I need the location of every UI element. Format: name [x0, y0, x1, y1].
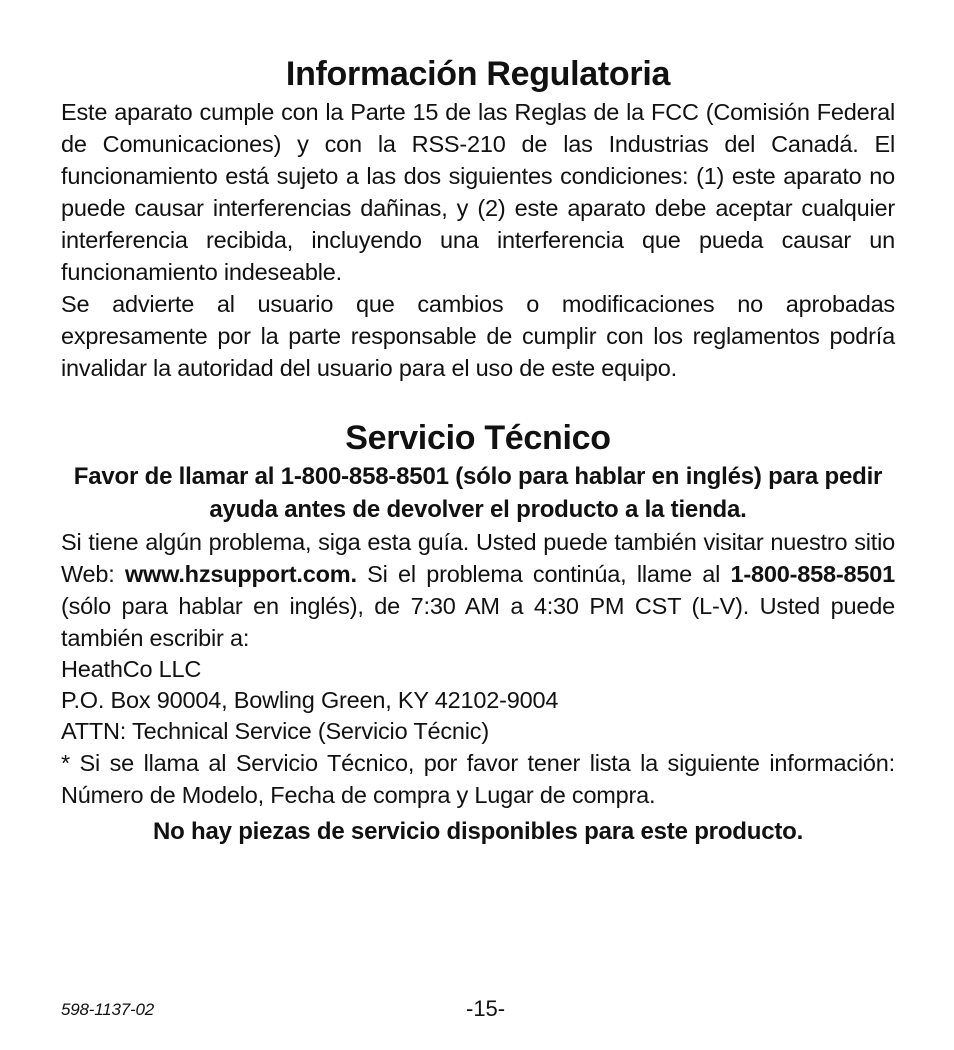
service-title: Servicio Técnico: [345, 419, 611, 457]
address-line-company: HeathCo LLC: [61, 656, 202, 682]
service-lead: Favor de llamar al 1-800-858-8501 (sólo para hablar en inglés) para pedir ayuda antes de devolver el producto a la tienda.: [73, 463, 883, 523]
service-closing: No hay piezas de servicio disponibles para este producto.: [152, 818, 804, 845]
service-body-part1: Si tiene algún problema, siga esta guía. Usted puede también visitar nuestro sitio Web:: [61, 529, 895, 587]
address-line-po-box: P.O. Box 90004, Bowling Green, KY 42102-9004: [61, 687, 559, 713]
service-note: * Si se llama al Servicio Técnico, por favor tener lista la siguiente información: Número de Modelo, Fecha de compra y Lugar de compra.: [61, 750, 895, 808]
section-spacer: [61, 384, 895, 416]
service-phone: 1-800-858-8501: [730, 561, 895, 587]
service-body-part3: (sólo para hablar en inglés), de 7:30 AM a 4:30 PM CST (L-V). Usted puede también escribir a:: [61, 593, 895, 651]
manual-page: [61, 52, 895, 849]
page-number: -15-: [466, 996, 506, 1021]
regulatory-paragraph-warning: Se advierte al usuario que cambios o modificaciones no aprobadas expresamente por la parte responsable de cumplir con los reglamentos podría invalidar la autoridad del usuario para el uso de este equipo.: [61, 291, 895, 381]
address-line-attn: ATTN: Technical Service (Servicio Técnic): [61, 718, 489, 744]
service-body-part2: Si el problema continúa, llame al: [356, 561, 731, 587]
regulatory-paragraph-fcc: Este aparato cumple con la Parte 15 de las Reglas de la FCC (Comisión Federal de Comunicaciones) y con la RSS-210 de las Industrias del Canadá. El funcionamiento está sujeto a las dos siguientes condiciones: (1) este aparato no puede causar interferencias dañinas, y (2) este aparato debe aceptar cualquier interferencia recibida, incluyendo una interferencia que pueda causar un funcionamiento indeseable.: [61, 99, 895, 285]
service-body: [61, 526, 895, 654]
service-website: www.hzsupport.com.: [124, 561, 357, 587]
document-code: 598-1137-02: [61, 1000, 154, 1019]
regulatory-title: Información Regulatoria: [285, 55, 671, 93]
